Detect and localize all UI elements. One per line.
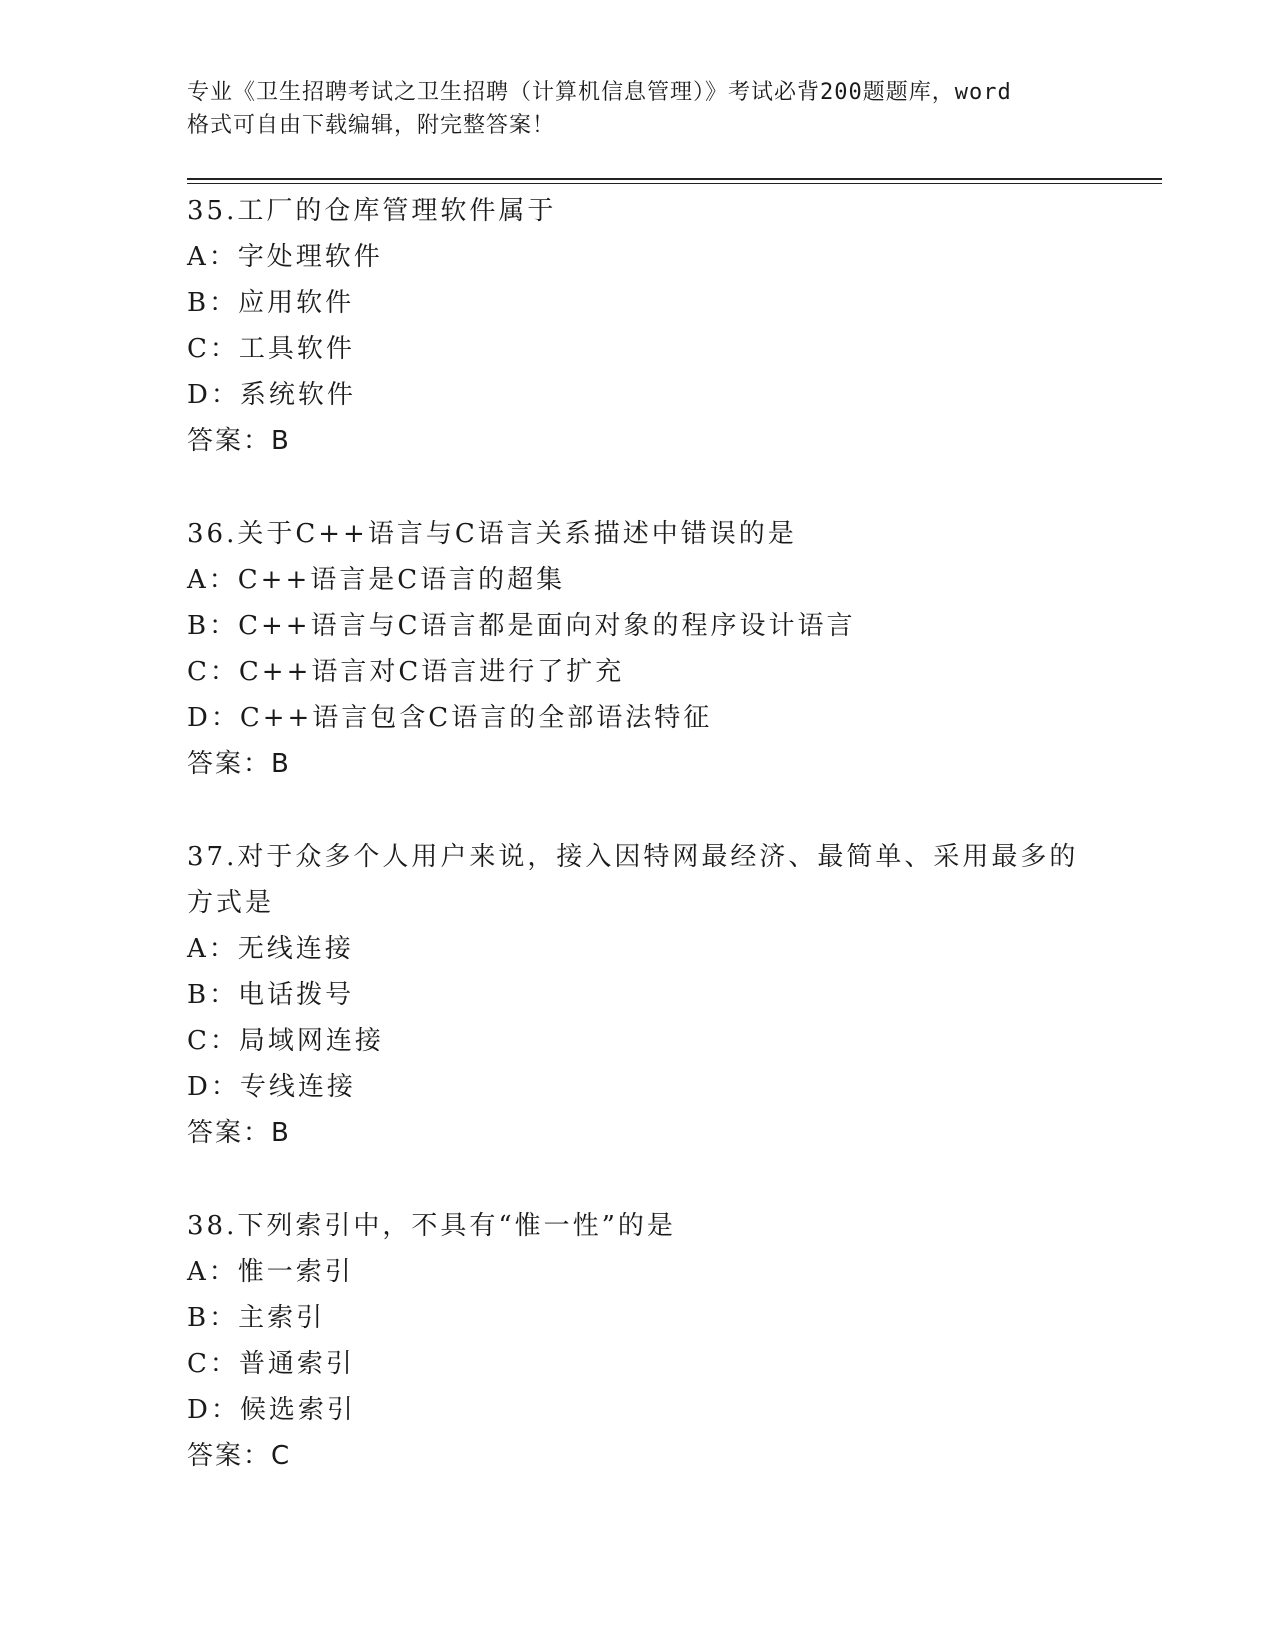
option-b: B：主索引: [187, 1303, 326, 1333]
document-page: [187, 70, 1162, 1471]
question-stem: 38.下列索引中，不具有“惟一性”的是: [187, 1211, 676, 1241]
question-38: [187, 1203, 1162, 1479]
answer-label: 答案：B: [187, 749, 291, 779]
option-b: B：应用软件: [187, 288, 355, 318]
answer-label: 答案：B: [187, 1118, 291, 1148]
question-stem: 36.关于C++语言与C语言关系描述中错误的是: [187, 519, 797, 549]
question-stem: 35.工厂的仓库管理软件属于: [187, 196, 557, 226]
question-35: [187, 188, 1162, 464]
option-a: A：字处理软件: [187, 242, 383, 272]
option-d: D：候选索引: [187, 1395, 356, 1425]
option-a: A：C++语言是C语言的超集: [187, 565, 566, 595]
option-c: C：C++语言对C语言进行了扩充: [187, 657, 625, 687]
answer-label: 答案：B: [187, 426, 291, 456]
question-36: [187, 511, 1162, 787]
option-c: C：普通索引: [187, 1349, 355, 1379]
option-a: A：无线连接: [187, 934, 354, 964]
header-divider: [187, 178, 1162, 184]
option-c: C：局域网连接: [187, 1026, 384, 1056]
option-d: D：C++语言包含C语言的全部语法特征: [187, 703, 713, 733]
option-b: B：电话拨号: [187, 980, 355, 1010]
option-c: C：工具软件: [187, 334, 355, 364]
option-d: D：系统软件: [187, 380, 356, 410]
header-line-1: 专业《卫生招聘考试之卫生招聘（计算机信息管理）》考试必背200题题库，word: [187, 80, 1012, 105]
answer-label: 答案：C: [187, 1441, 292, 1471]
question-list: [187, 188, 1162, 1526]
header-line-2: 格式可自由下载编辑，附完整答案！: [187, 113, 556, 138]
option-d: D：专线连接: [187, 1072, 356, 1102]
question-stem: 37.对于众多个人用户来说，接入因特网最经济、最简单、采用最多的方式是: [187, 842, 1079, 918]
question-37: [187, 834, 1162, 1156]
document-header: [187, 76, 1087, 142]
option-b: B：C++语言与C语言都是面向对象的程序设计语言: [187, 611, 856, 641]
option-a: A：惟一索引: [187, 1257, 354, 1287]
